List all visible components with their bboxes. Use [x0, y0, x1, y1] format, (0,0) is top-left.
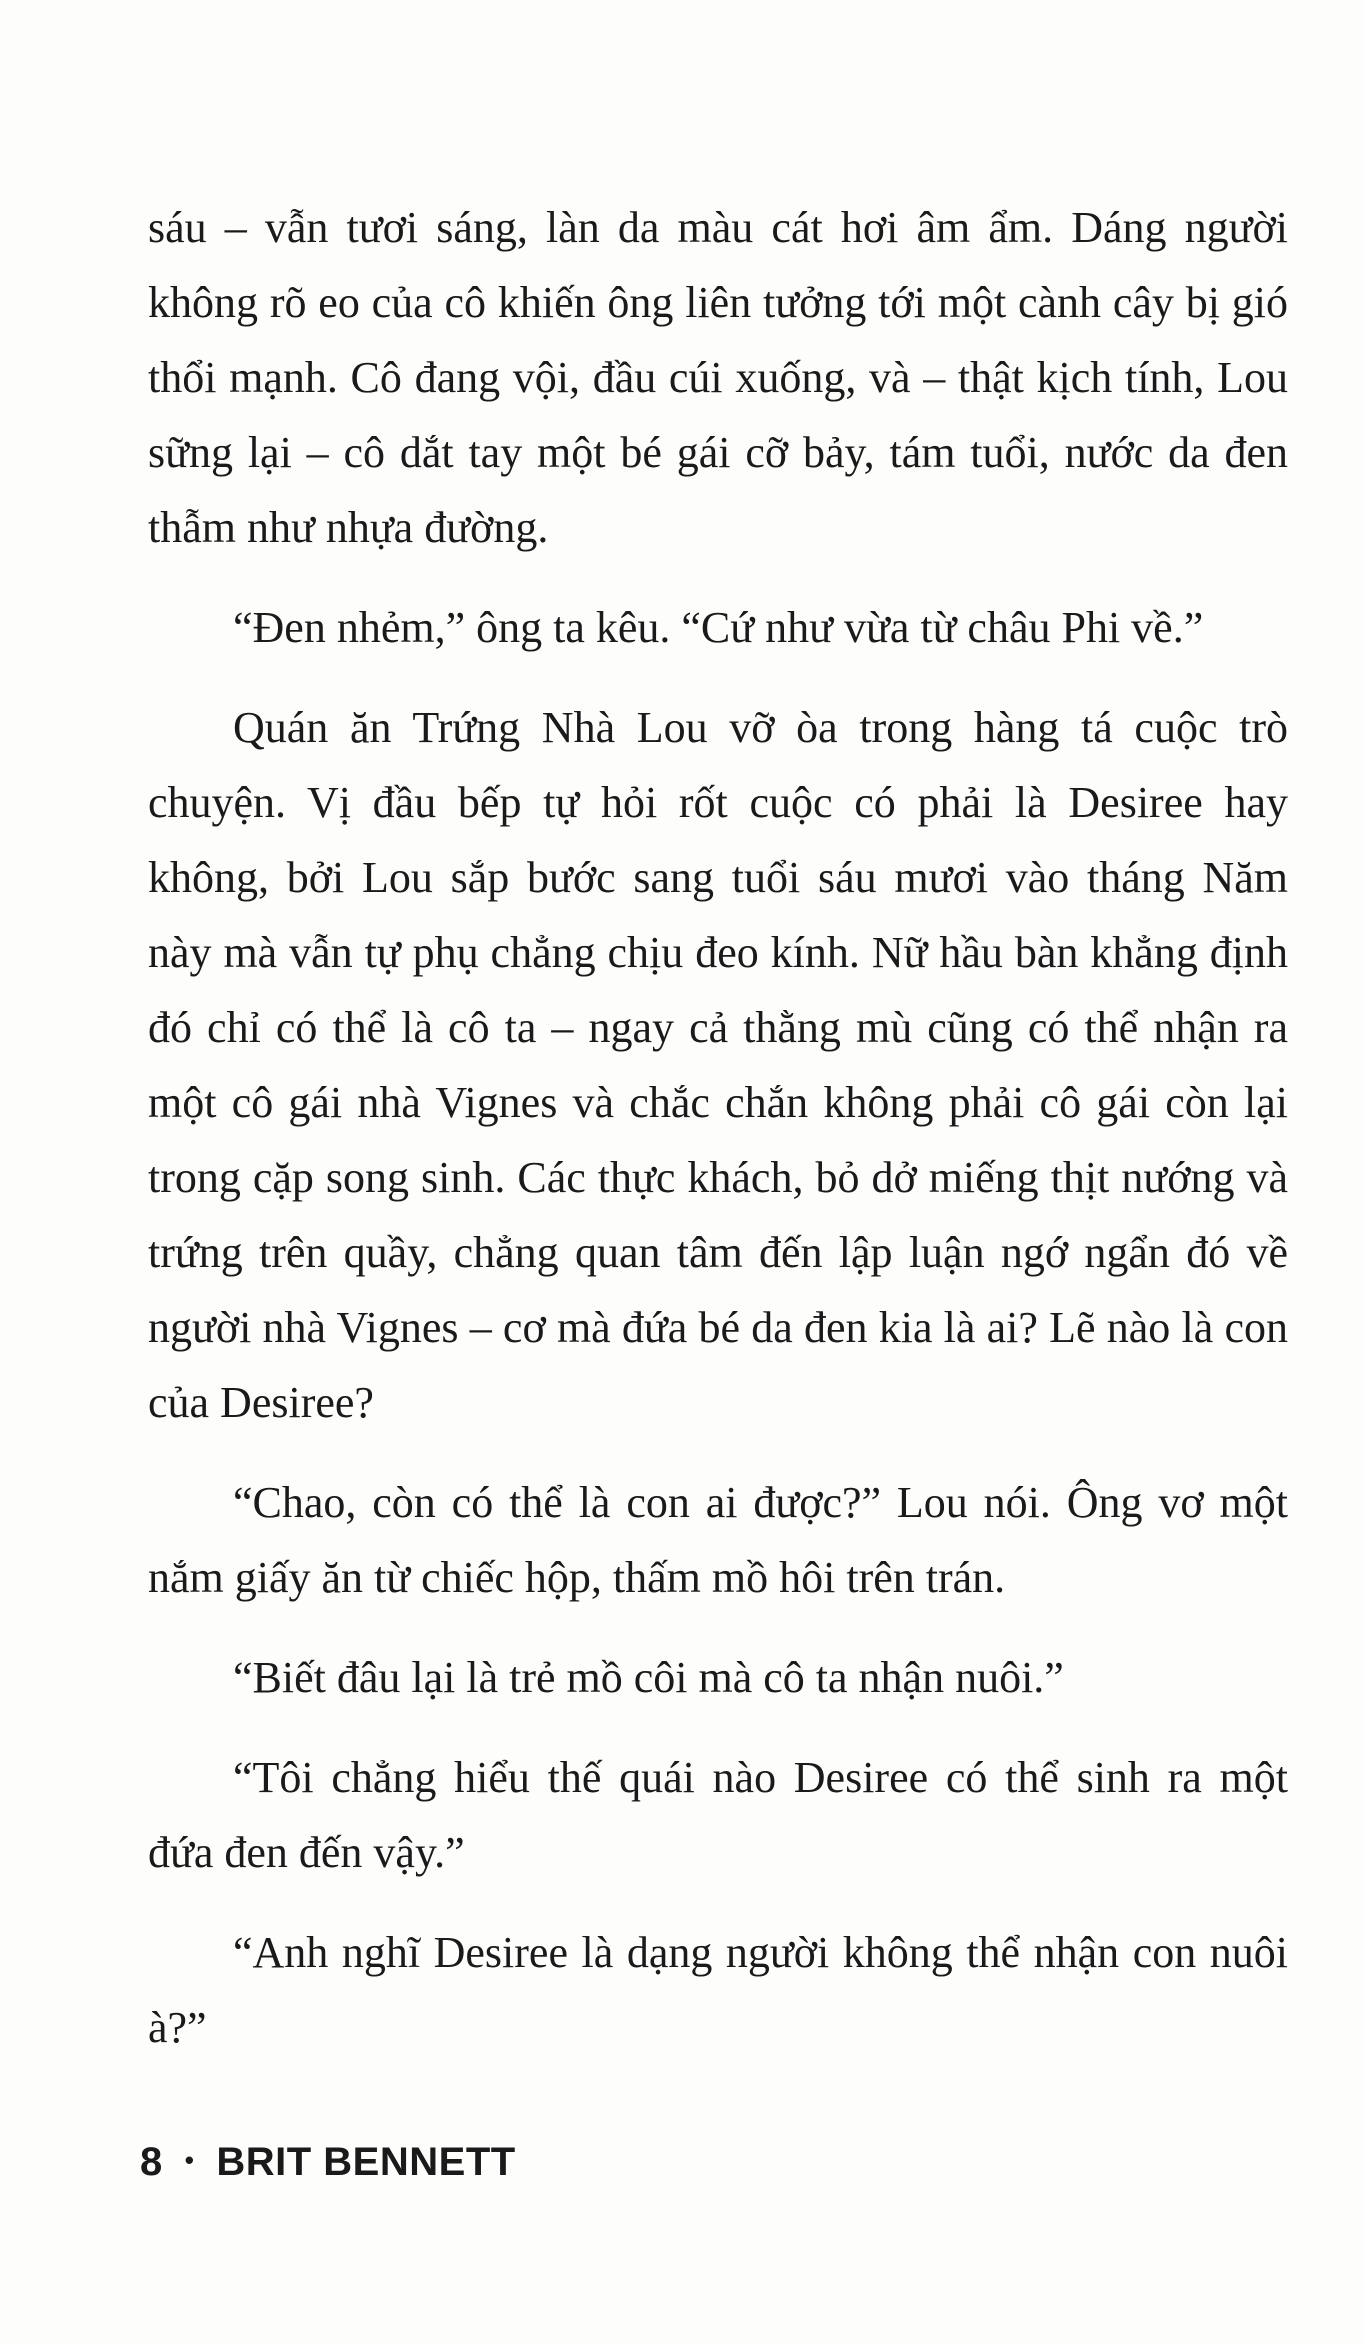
paragraph-continued: sáu – vẫn tươi sáng, làn da màu cát hơi âm ẩm. Dáng người không rõ eo của cô khiến ông liên tưởng tới một cành cây bị gió thổi mạnh. Cô đang vội, đầu cúi xuống, và – thật kịch tính, Lou sững lại – cô dắt tay một bé gái cỡ bảy, tám tuổi, nước da đen thẫm như nhựa đường.	[148, 203, 1288, 552]
running-head-author: BRIT BENNETT	[216, 2140, 516, 2184]
paragraph-narration: Quán ăn Trứng Nhà Lou vỡ òa trong hàng tá cuộc trò chuyện. Vị đầu bếp tự hỏi rốt cuộc có phải là Desiree hay không, bởi Lou sắp bước sang tuổi sáu mươi vào tháng Năm này mà vẫn tự phụ chẳng chịu đeo kính. Nữ hầu bàn khẳng định đó chỉ có thể là cô ta – ngay cả thằng mù cũng có thể nhận ra một cô gái nhà Vignes và chắc chắn không phải cô gái còn lại trong cặp song sinh. Các thực khách, bỏ dở miếng thịt nướng và trứng trên quầy, chẳng quan tâm đến lập luận ngớ ngẩn đó về người nhà Vignes – cơ mà đứa bé da đen kia là ai? Lẽ nào là con của Desiree?	[148, 703, 1288, 1427]
page-footer	[140, 2140, 516, 2185]
paragraph-dialogue: “Anh nghĩ Desiree là dạng người không thể nhận con nuôi à?”	[148, 1928, 1288, 2052]
bullet-separator: •	[184, 2145, 195, 2175]
paragraph-dialogue: “Biết đâu lại là trẻ mồ côi mà cô ta nhận nuôi.”	[233, 1653, 1064, 1702]
body-text	[148, 190, 1288, 2090]
paragraph-dialogue: “Tôi chẳng hiểu thế quái nào Desiree có thể sinh ra một đứa đen đến vậy.”	[148, 1753, 1288, 1877]
paragraph-dialogue: “Chao, còn có thể là con ai được?” Lou nói. Ông vơ một nắm giấy ăn từ chiếc hộp, thấm mồ hôi trên trán.	[148, 1478, 1288, 1602]
page-number: 8	[140, 2140, 163, 2184]
paragraph-dialogue: “Đen nhẻm,” ông ta kêu. “Cứ như vừa từ châu Phi về.”	[233, 603, 1204, 652]
